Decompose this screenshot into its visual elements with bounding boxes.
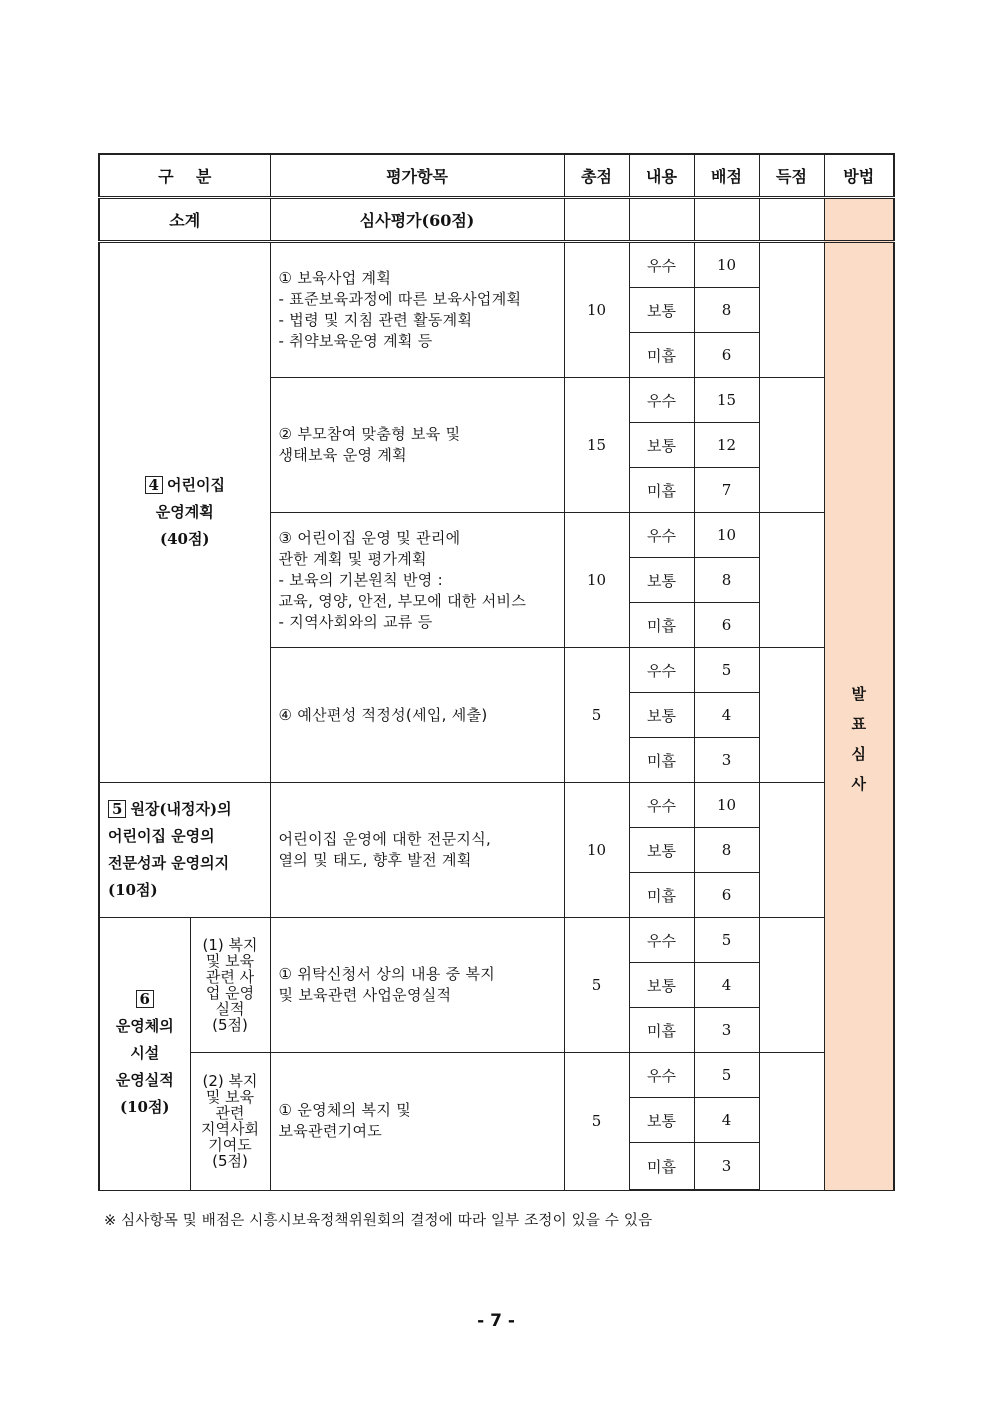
section6-points: (10점) — [119, 1098, 170, 1117]
section5-score-excellent: 10 — [694, 783, 759, 828]
section4-item-1-total: 10 — [564, 242, 629, 378]
header-row — [99, 154, 894, 198]
subtotal-total — [564, 198, 629, 242]
header-content: 내용 — [629, 154, 694, 198]
page-number: - 7 - — [477, 1311, 515, 1331]
level-excellent: 우수 — [629, 918, 694, 963]
section4-item-4-earned — [759, 648, 824, 783]
section4-category — [99, 242, 270, 783]
section5-earned — [759, 783, 824, 918]
section4-item-4-score-poor: 3 — [694, 738, 759, 783]
section6-item-2-text: ① 운영체의 복지 및 보육관련기여도 — [270, 1053, 564, 1191]
section4-item-1-score-poor: 6 — [694, 333, 759, 378]
table-row — [99, 918, 894, 963]
section4-box: 4 — [145, 476, 163, 494]
section5-box: 5 — [108, 800, 126, 818]
section4-title: 어린이집 운영계획 — [155, 476, 225, 521]
section6-title: 운영체의 시설 운영실적 — [115, 1017, 174, 1090]
section6-sub-2: (2) 복지 및 보육 관련 지역사회 기여도 (5점) — [190, 1053, 270, 1191]
subtotal-score — [759, 198, 824, 242]
section4-item-3-total: 10 — [564, 513, 629, 648]
level-excellent: 우수 — [629, 242, 694, 288]
section4-item-1-text: ① 보육사업 계획 - 표준보육과정에 따른 보육사업계획 - 법령 및 지침 관련 활동계획 - 취약보육운영 계획 등 — [270, 242, 564, 378]
section5-score-poor: 6 — [694, 873, 759, 918]
section5-title-line1: 원장(내정자)의 — [130, 800, 232, 818]
section6-item-1-earned — [759, 918, 824, 1053]
section4-item-4-score-normal: 4 — [694, 693, 759, 738]
section4-item-4-score-excellent: 5 — [694, 648, 759, 693]
section6-sub-1: (1) 복지 및 보육 관련 사 업 운영 실적 (5점) — [190, 918, 270, 1053]
section6-item-1-text: ① 위탁신청서 상의 내용 중 복지 및 보육관련 사업운영실적 — [270, 918, 564, 1053]
level-normal: 보통 — [629, 1098, 694, 1143]
subtotal-label: 소계 — [99, 198, 270, 242]
section4-item-2-score-normal: 12 — [694, 423, 759, 468]
header-allotted: 배점 — [694, 154, 759, 198]
level-normal: 보통 — [629, 423, 694, 468]
section4-item-2-score-excellent: 15 — [694, 378, 759, 423]
section5-total: 10 — [564, 783, 629, 918]
section5-text: 어린이집 운영에 대한 전문지식, 열의 및 태도, 향후 발전 계획 — [270, 783, 564, 918]
section4-item-3-score-normal: 8 — [694, 558, 759, 603]
level-normal: 보통 — [629, 558, 694, 603]
section6-item-1-score-normal: 4 — [694, 963, 759, 1008]
section4-item-2-earned — [759, 378, 824, 513]
section4-item-1-earned — [759, 242, 824, 378]
level-poor: 미흡 — [629, 603, 694, 648]
subtotal-method — [824, 198, 894, 242]
subtotal-title: 심사평가(60점) — [270, 198, 564, 242]
section4-item-2-score-poor: 7 — [694, 468, 759, 513]
section5-score-normal: 8 — [694, 828, 759, 873]
level-normal: 보통 — [629, 693, 694, 738]
section4-item-3-earned — [759, 513, 824, 648]
level-excellent: 우수 — [629, 513, 694, 558]
section5-category — [99, 783, 270, 918]
table-row — [99, 1053, 894, 1098]
header-score: 득점 — [759, 154, 824, 198]
section4-item-4-total: 5 — [564, 648, 629, 783]
level-excellent: 우수 — [629, 378, 694, 423]
header-method: 방법 — [824, 154, 894, 198]
level-poor: 미흡 — [629, 1143, 694, 1191]
level-excellent: 우수 — [629, 1053, 694, 1098]
level-poor: 미흡 — [629, 333, 694, 378]
subtotal-allotted — [694, 198, 759, 242]
section4-item-2-text: ② 부모참여 맞춤형 보육 및 생태보육 운영 계획 — [270, 378, 564, 513]
table-row — [99, 783, 894, 828]
section6-item-2-earned — [759, 1053, 824, 1191]
section4-item-3-text: ③ 어린이집 운영 및 관리에 관한 계획 및 평가계획 - 보육의 기본원칙 반영 : 교육, 영양, 안전, 부모에 대한 서비스 - 지역사회와의 교류 등 — [270, 513, 564, 648]
section4-item-1-score-normal: 8 — [694, 288, 759, 333]
section5-title-rest: 어린이집 운영의 전문성과 운영의지 (10점) — [108, 827, 230, 899]
method-cell — [824, 288, 894, 1191]
level-normal: 보통 — [629, 828, 694, 873]
section4-item-3-score-excellent: 10 — [694, 513, 759, 558]
level-poor: 미흡 — [629, 468, 694, 513]
table-row — [99, 242, 894, 288]
header-category: 구 분 — [99, 154, 270, 198]
footnote: ※ 심사항목 및 배점은 시흥시보육정책위원회의 결정에 따라 일부 조정이 있을 수 있음 — [104, 1213, 653, 1229]
section4-item-1-score-excellent: 10 — [694, 242, 759, 288]
section4-points: (40점) — [159, 530, 210, 548]
section6-item-2-score-normal: 4 — [694, 1098, 759, 1143]
header-item: 평가항목 — [270, 154, 564, 198]
section4-item-4-text: ④ 예산편성 적정성(세입, 세출) — [270, 648, 564, 783]
method-text: 발 표 심 사 — [851, 684, 867, 793]
method-spacer-1 — [824, 242, 894, 288]
evaluation-table — [98, 153, 895, 1191]
section4-item-3-score-poor: 6 — [694, 603, 759, 648]
section6-category — [99, 918, 190, 1191]
section6-item-2-score-poor: 3 — [694, 1143, 759, 1191]
level-poor: 미흡 — [629, 738, 694, 783]
level-poor: 미흡 — [629, 1008, 694, 1053]
level-poor: 미흡 — [629, 873, 694, 918]
level-excellent: 우수 — [629, 648, 694, 693]
level-normal: 보통 — [629, 288, 694, 333]
header-total: 총점 — [564, 154, 629, 198]
section6-item-1-total: 5 — [564, 918, 629, 1053]
level-excellent: 우수 — [629, 783, 694, 828]
subtotal-content — [629, 198, 694, 242]
subtotal-row — [99, 198, 894, 242]
section6-item-1-score-excellent: 5 — [694, 918, 759, 963]
section6-item-2-total: 5 — [564, 1053, 629, 1191]
level-normal: 보통 — [629, 963, 694, 1008]
section6-item-1-score-poor: 3 — [694, 1008, 759, 1053]
section6-box: 6 — [136, 990, 154, 1008]
section6-item-2-score-excellent: 5 — [694, 1053, 759, 1098]
section4-item-2-total: 15 — [564, 378, 629, 513]
